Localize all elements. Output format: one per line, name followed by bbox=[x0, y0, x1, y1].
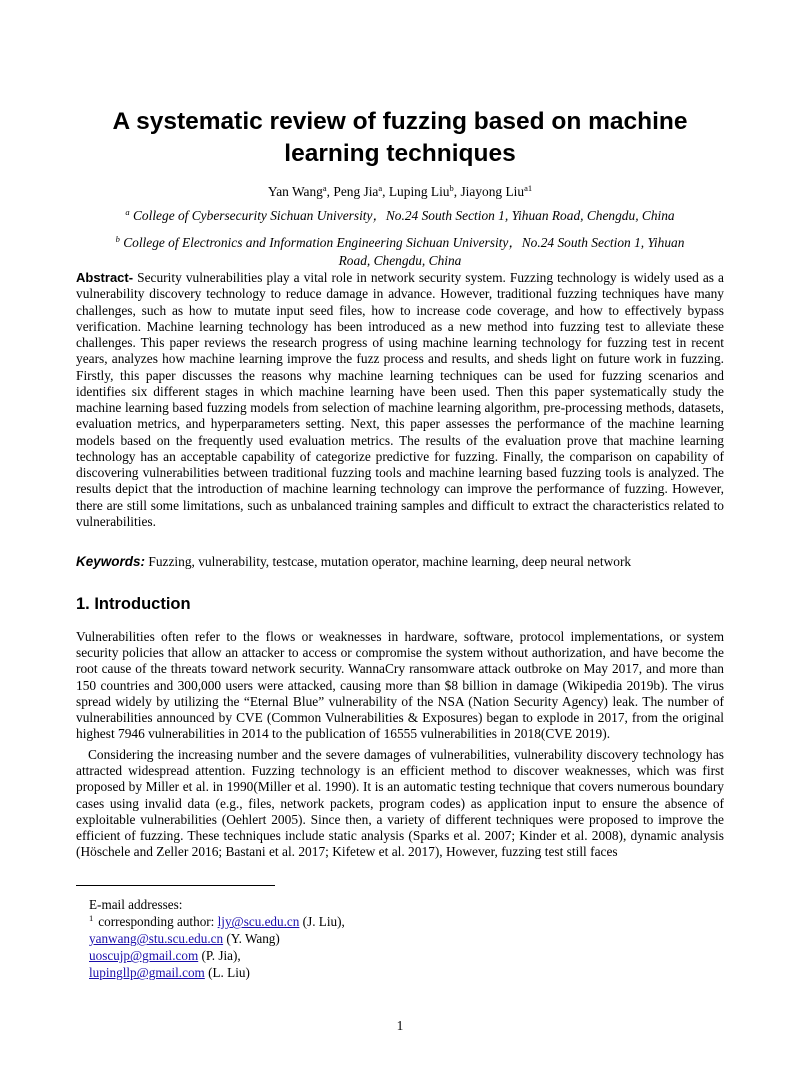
email-link[interactable]: lupingllp@gmail.com bbox=[89, 965, 205, 981]
footnote bbox=[89, 896, 589, 981]
keywords-text: Fuzzing, vulnerability, testcase, mutation operator, machine learning, deep neural network bbox=[148, 554, 632, 569]
author-affiliation-mark: a bbox=[378, 183, 383, 193]
page-number: 1 bbox=[396, 1018, 404, 1033]
paper-title: A systematic review of fuzzing based on machine learning techniques bbox=[112, 108, 688, 167]
abstract-text: Security vulnerabilities play a vital role in network security system. Fuzzing technology is widely used as a vulnerability discovery technology to reduce damage in advance. However, traditional fuzzing techniques have many challenges, such as how to mutate input seed files, how to increase code coverage, and how to effectively bypass verification. Machine learning technology has been introduced as a new method into fuzzing test to alleviate these challenges. This paper reviews the research progress of using machine learning technology for fuzzing test in recent years, analyzes how machine learning improve the fuzz process and results, and sheds light on future work in fuzzing. Firstly, this paper discusses the reasons why machine learning techniques can be used for fuzzing scenarios and identifies six different stages in which machine learning have been used. Then this paper systematically study the machine learning based fuzzing models from selection of machine learning algorithm, pre-processing methods, datasets, evaluation metrics, and hyperparameters setting. Next, this paper assesses the performance of the machine learning models based on the frequently used evaluation metrics. The results of the evaluation prove that machine learning technology has an acceptable capability of categorize predictive for fuzzing. Finally, the comparison on capability of discovering vulnerabilities between traditional fuzzing tools and machine learning based fuzzing tools is analyzed. The results depict that the introduction of machine learning technology can improve the performance of fuzzing. However, there are still some limitations, such as unbalanced training samples and difficult to extract the characteristics related to vulnerabilities. bbox=[76, 270, 724, 529]
affiliation bbox=[100, 234, 700, 269]
paragraph: Considering the increasing number and the severe damages of vulnerabilities, vulnerability discovery technology has attracted widespread attention. Fuzzing technology is an efficient method to discover weaknesses, which was first proposed by Miller et al. in 1990(Miller et al. 1990). It is an automatic testing technique that covers numerous boundary cases using invalid data (e.g., files, network packets, program codes) as application input to ensure the absence of exploitable vulnerabilities (Oehlert 2005). Since then, a variety of different techniques were proposed to improve the efficient of fuzzing. These techniques include static analysis (Sparks et al. 2007; Kinder et al. 2008), dynamic analysis (Höschele and Zeller 2016; Bastani et al. 2017; Kifetew et al. 2017), However, fuzzing test still faces bbox=[76, 747, 724, 860]
author-affiliation-mark: a1 bbox=[524, 183, 533, 193]
paragraph: Vulnerabilities often refer to the flows or weaknesses in hardware, software, protocol implementations, or system security policies that allow an attacker to access or compromise the system without authorization, and have become the root cause of the threats toward network security. WannaCry ransomware attack outbroke on May 2017, and more than 150 countries and 300,000 users were attacked, causing more than $8 billion in damage (Wikipedia 2019b). The virus spread widely by utilizing the “Eternal Blue” vulnerability of the NSA (Nation Security Agency) leak. The number of vulnerabilities announced by CVE (Common Vulnerabilities & Exposures) began to explode in 2017, from the original highest 7946 vulnerabilities in 2014 to the publication of 16555 vulnerabilities in 2018(CVE 2019). bbox=[76, 629, 724, 742]
footnote-line bbox=[89, 964, 589, 981]
author-name: Luping Liu bbox=[388, 184, 450, 199]
email-owner: (J. Liu), bbox=[302, 914, 345, 930]
author-name: Jiayong Liu bbox=[460, 184, 525, 199]
section-heading: 1. Introduction bbox=[76, 595, 191, 613]
author-list: Yan Wang$^a$, Peng Jia$^a$, Luping Liu$^b$, Jiayong Liu$^{a1}$ bbox=[267, 183, 533, 199]
footnote-line bbox=[89, 947, 589, 964]
affiliation-mark: a bbox=[125, 207, 130, 217]
keywords-label: Keywords: bbox=[76, 554, 146, 569]
footnote-divider bbox=[76, 885, 275, 886]
affiliation bbox=[100, 207, 700, 225]
footnote-line bbox=[89, 930, 589, 947]
footnote-line bbox=[89, 913, 589, 930]
abstract-label: Abstract- bbox=[76, 270, 134, 285]
author-name: Yan Wang bbox=[267, 184, 323, 199]
abstract bbox=[76, 270, 724, 530]
email-link[interactable]: uoscujp@gmail.com bbox=[89, 948, 199, 964]
corresponding-label: corresponding author: bbox=[98, 914, 215, 930]
email-owner: (L. Liu) bbox=[208, 965, 250, 981]
author-name: Peng Jia bbox=[333, 184, 379, 199]
author-affiliation-mark: a bbox=[322, 183, 327, 193]
email-owner: (Y. Wang) bbox=[226, 931, 280, 947]
footnote-mark: 1 bbox=[89, 913, 94, 924]
affiliation-mark: b bbox=[115, 234, 120, 244]
email-link[interactable]: yanwang@stu.scu.edu.cn bbox=[89, 931, 224, 947]
affiliation-text: College of Cybersecurity Sichuan University，No.24 South Section 1, Yihuan Road, Chengdu, China bbox=[132, 208, 675, 223]
footnote-heading: E-mail addresses: bbox=[89, 897, 183, 912]
affiliation-text: College of Electronics and Information Engineering Sichuan University，No.24 South Section 1, Yihuan Road, Chengdu, China bbox=[123, 235, 685, 268]
email-link[interactable]: ljy@scu.edu.cn bbox=[217, 914, 300, 930]
author-affiliation-mark: b bbox=[449, 183, 454, 193]
keywords bbox=[76, 553, 724, 570]
email-owner: (P. Jia), bbox=[201, 948, 241, 964]
